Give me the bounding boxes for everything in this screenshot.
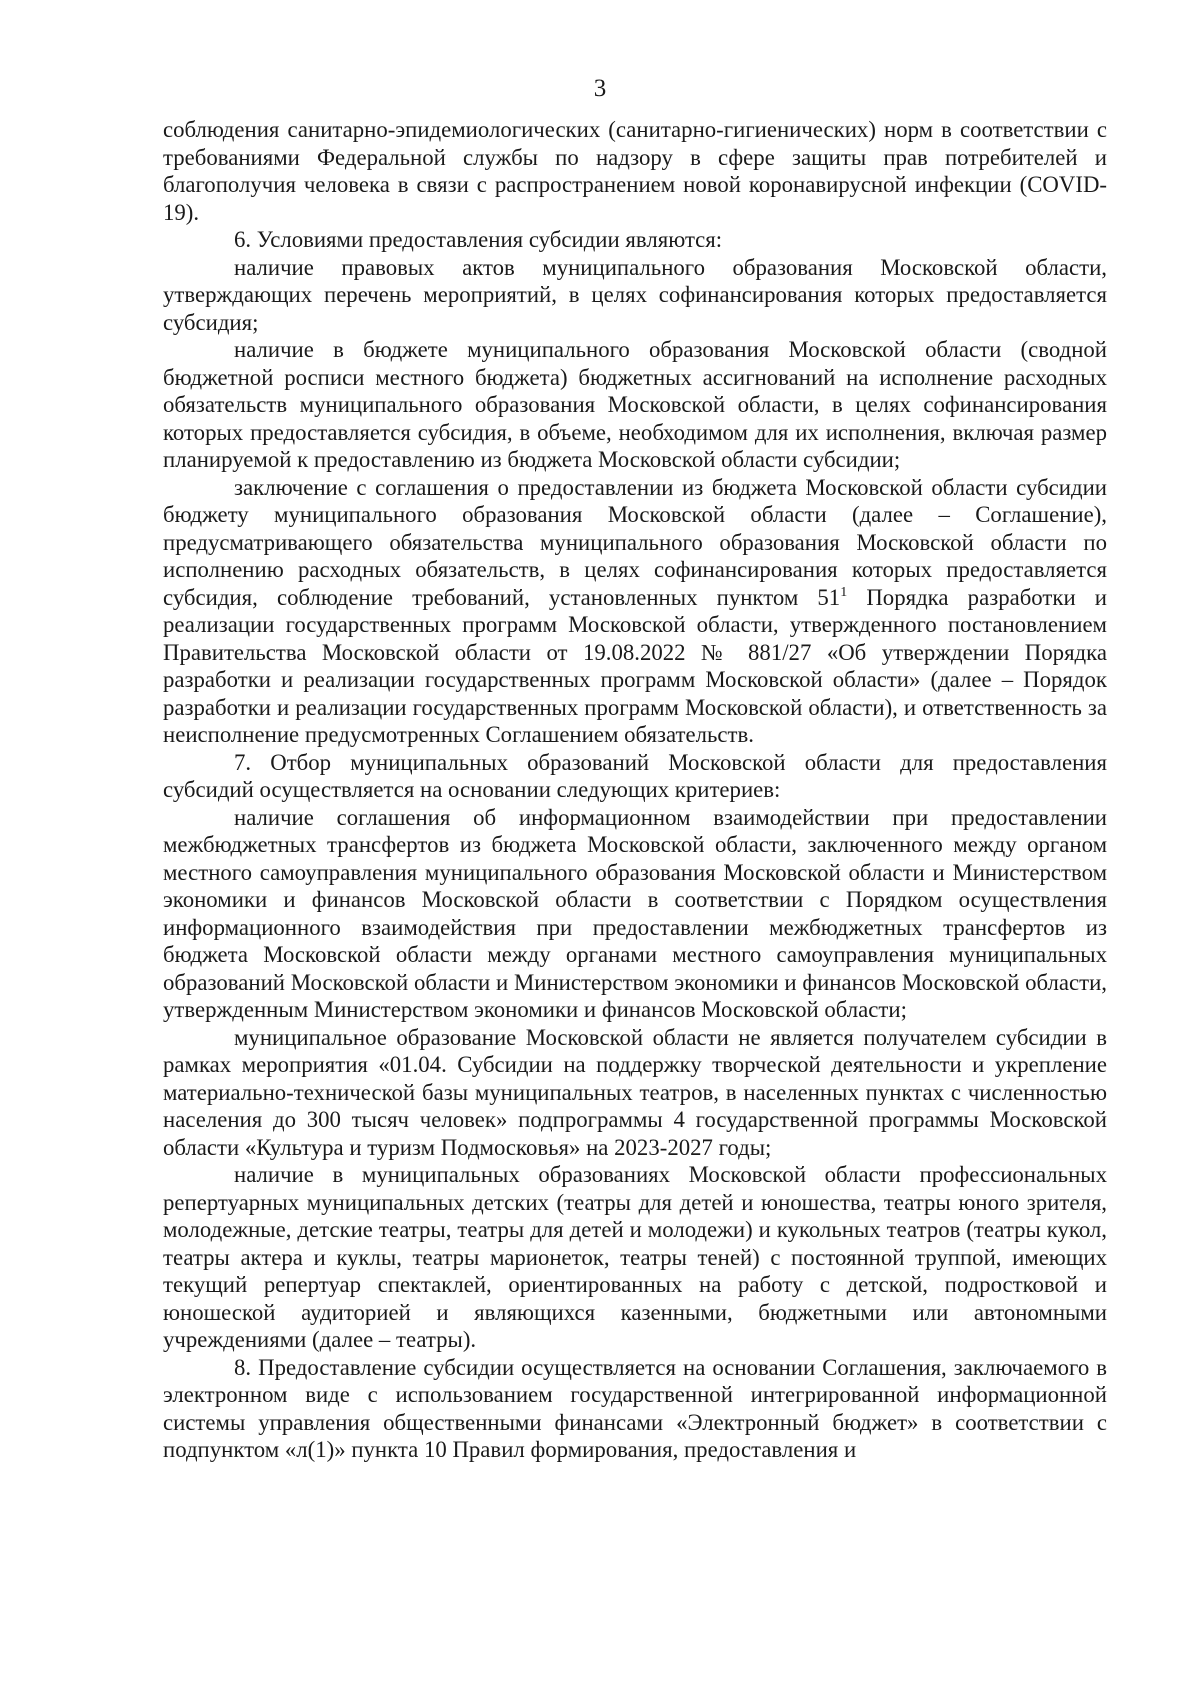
paragraph-not-recipient-criterion: муниципальное образование Московской области не является получателем субсидии в рамках мероприятия «01.04. Субсидии на поддержку творческой деятельности и укрепление материально-технической базы муниципальных театров, в населенных пунктах с численностью населения до 300 тысяч человек» подпрограммы 4 государственной программы Московской области «Культура и туризм Подмосковья» на 2023-2027 годы; (163, 1024, 1107, 1160)
paragraph-item-7-selection: 7. Отбор муниципальных образований Московской области для предоставления субсидий осуществляется на основании следующих критериев: (163, 749, 1107, 802)
paragraph-theatres-criterion: наличие в муниципальных образованиях Московской области профессиональных репертуарных муниципальных детских (театры для детей и юношества, театры юного зрителя, молодежные, детские театры, театры для детей и молодежи) и кукольных театров (театры кукол, театры актера и куклы, театры марионеток, театры теней) с постоянной труппой, имеющих текущий репертуар спектаклей, ориентированных на работу с детской, подростковой и юношеской аудиторией и являющихся казенными, бюджетными или автономными учреждениями (далее – театры). (163, 1162, 1107, 1352)
paragraph-info-exchange-criterion: наличие соглашения об информационном взаимодействии при предоставлении межбюджетных трансфертов из бюджета Московской области, заключенного между органом местного самоуправления муниципального образования Московской области и Министерством экономики и финансов Московской области в соответствии с Порядком осуществления информационного взаимодействия при предоставлении межбюджетных трансфертов из бюджета Московской области между органами местного самоуправления муниципальных образований Московской области и Министерством экономики и финансов Московской области, утвержденным Министерством экономики и финансов Московской области; (163, 804, 1107, 1022)
paragraph-agreement-condition (163, 474, 1107, 749)
paragraph-legal-acts-condition: наличие правовых актов муниципального образования Московской области, утверждающих перечень мероприятий, в целях софинансирования которых предоставляется субсидия; (163, 254, 1107, 335)
paragraph-item-6-heading: 6. Условиями предоставления субсидии являются: (234, 227, 723, 252)
paragraph-covid-continuation: соблюдения санитарно-эпидемиологических (санитарно-гигиенических) норм в соответствии с требованиями Федеральной службы по надзору в сфере защиты прав потребителей и благополучия человека в связи с распространением новой коронавирусной инфекции (COVID-19). (163, 117, 1107, 225)
page-number: 3 (593, 75, 607, 102)
agreement-text-after-footnote: Порядка разработки и реализации государственных программ Московской области, утвержденного постановлением Правительства Московской области от 19.08.2022 № 881/27 «Об утверждении Порядка разработки и реализации государственных программ Московской области» (далее – Порядок разработки и реализации государственных программ Московской области), и ответственность за неисполнение предусмотренных Соглашением обязательств. (163, 584, 1107, 747)
paragraph-item-8-agreement: 8. Предоставление субсидии осуществляется на основании Соглашения, заключаемого в электронном виде с использованием государственной интегрированной информационной системы управления общественными финансами «Электронный бюджет» в соответствии с подпунктом «л(1)» пункта 10 Правил формирования, предоставления и (163, 1354, 1107, 1462)
paragraph-budget-condition: наличие в бюджете муниципального образования Московской области (сводной бюджетной росписи местного бюджета) бюджетных ассигнований на исполнение расходных обязательств муниципального образования Московской области, в целях софинансирования которых предоставляется субсидия, в объеме, необходимом для их исполнения, включая размер планируемой к предоставлению из бюджета Московской области субсидии; (163, 337, 1107, 472)
document-body (163, 116, 1107, 1464)
superscript-footnote-marker: 1 (840, 584, 848, 600)
agreement-text-before-footnote: заключение с соглашения о предоставлении из бюджета Московской области субсидии бюджету муниципального образования Московской области (далее – Соглашение), предусматривающего обязательства муниципального образования Московской области по исполнению расходных обязательств, в целях софинансирования которых предоставляется субсидия, соблюдение требований, установленных пунктом 51 (163, 474, 1107, 610)
